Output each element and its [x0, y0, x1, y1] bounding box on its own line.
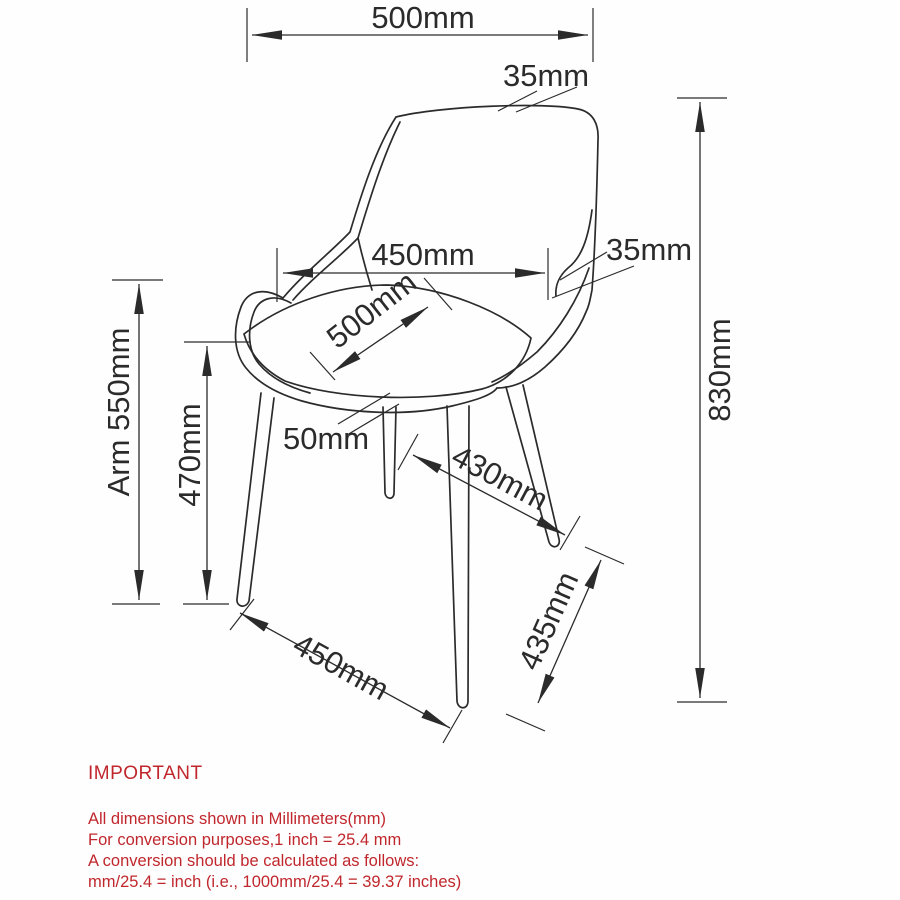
notes-block — [88, 763, 461, 893]
notes-line-3: A conversion should be calculated as follows: — [88, 852, 420, 870]
chair-leg-front-left — [237, 393, 274, 606]
dim-label-rear-leg-length: 435mm — [511, 566, 586, 676]
dim-label-seat-height: 470mm — [172, 403, 207, 507]
dim-label-back-top-thickness: 35mm — [503, 58, 590, 93]
dim-label-seat-depth: 500mm — [320, 264, 424, 356]
notes-line-2: For conversion purposes,1 inch = 25.4 mm — [88, 831, 402, 849]
dim-label-seat-width: 450mm — [371, 237, 475, 272]
dim-label-front-leg-span: 450mm — [287, 626, 395, 708]
dim-label-top-width: 500mm — [371, 0, 475, 35]
dimension-labels — [101, 0, 737, 707]
chair-back-seat-join — [358, 238, 372, 290]
chair-back-inner-right — [492, 268, 589, 382]
dim-label-rear-leg-span: 430mm — [446, 438, 554, 518]
notes-line-4: mm/25.4 = inch (i.e., 1000mm/25.4 = 39.37 inches) — [88, 873, 462, 891]
dimension-lines — [112, 8, 727, 743]
dim-label-overall-height: 830mm — [702, 318, 737, 422]
dim-label-seat-cushion-thickness: 50mm — [283, 421, 370, 456]
notes-line-1: All dimensions shown in Millimeters(mm) — [88, 810, 386, 828]
dim-label-back-side-thickness: 35mm — [606, 232, 693, 267]
chair-leg-rear-left — [383, 407, 396, 498]
notes-heading: IMPORTANT — [88, 763, 203, 784]
chair-back-wrap-detail — [556, 210, 592, 296]
dim-label-arm-height: Arm 550mm — [101, 327, 136, 497]
